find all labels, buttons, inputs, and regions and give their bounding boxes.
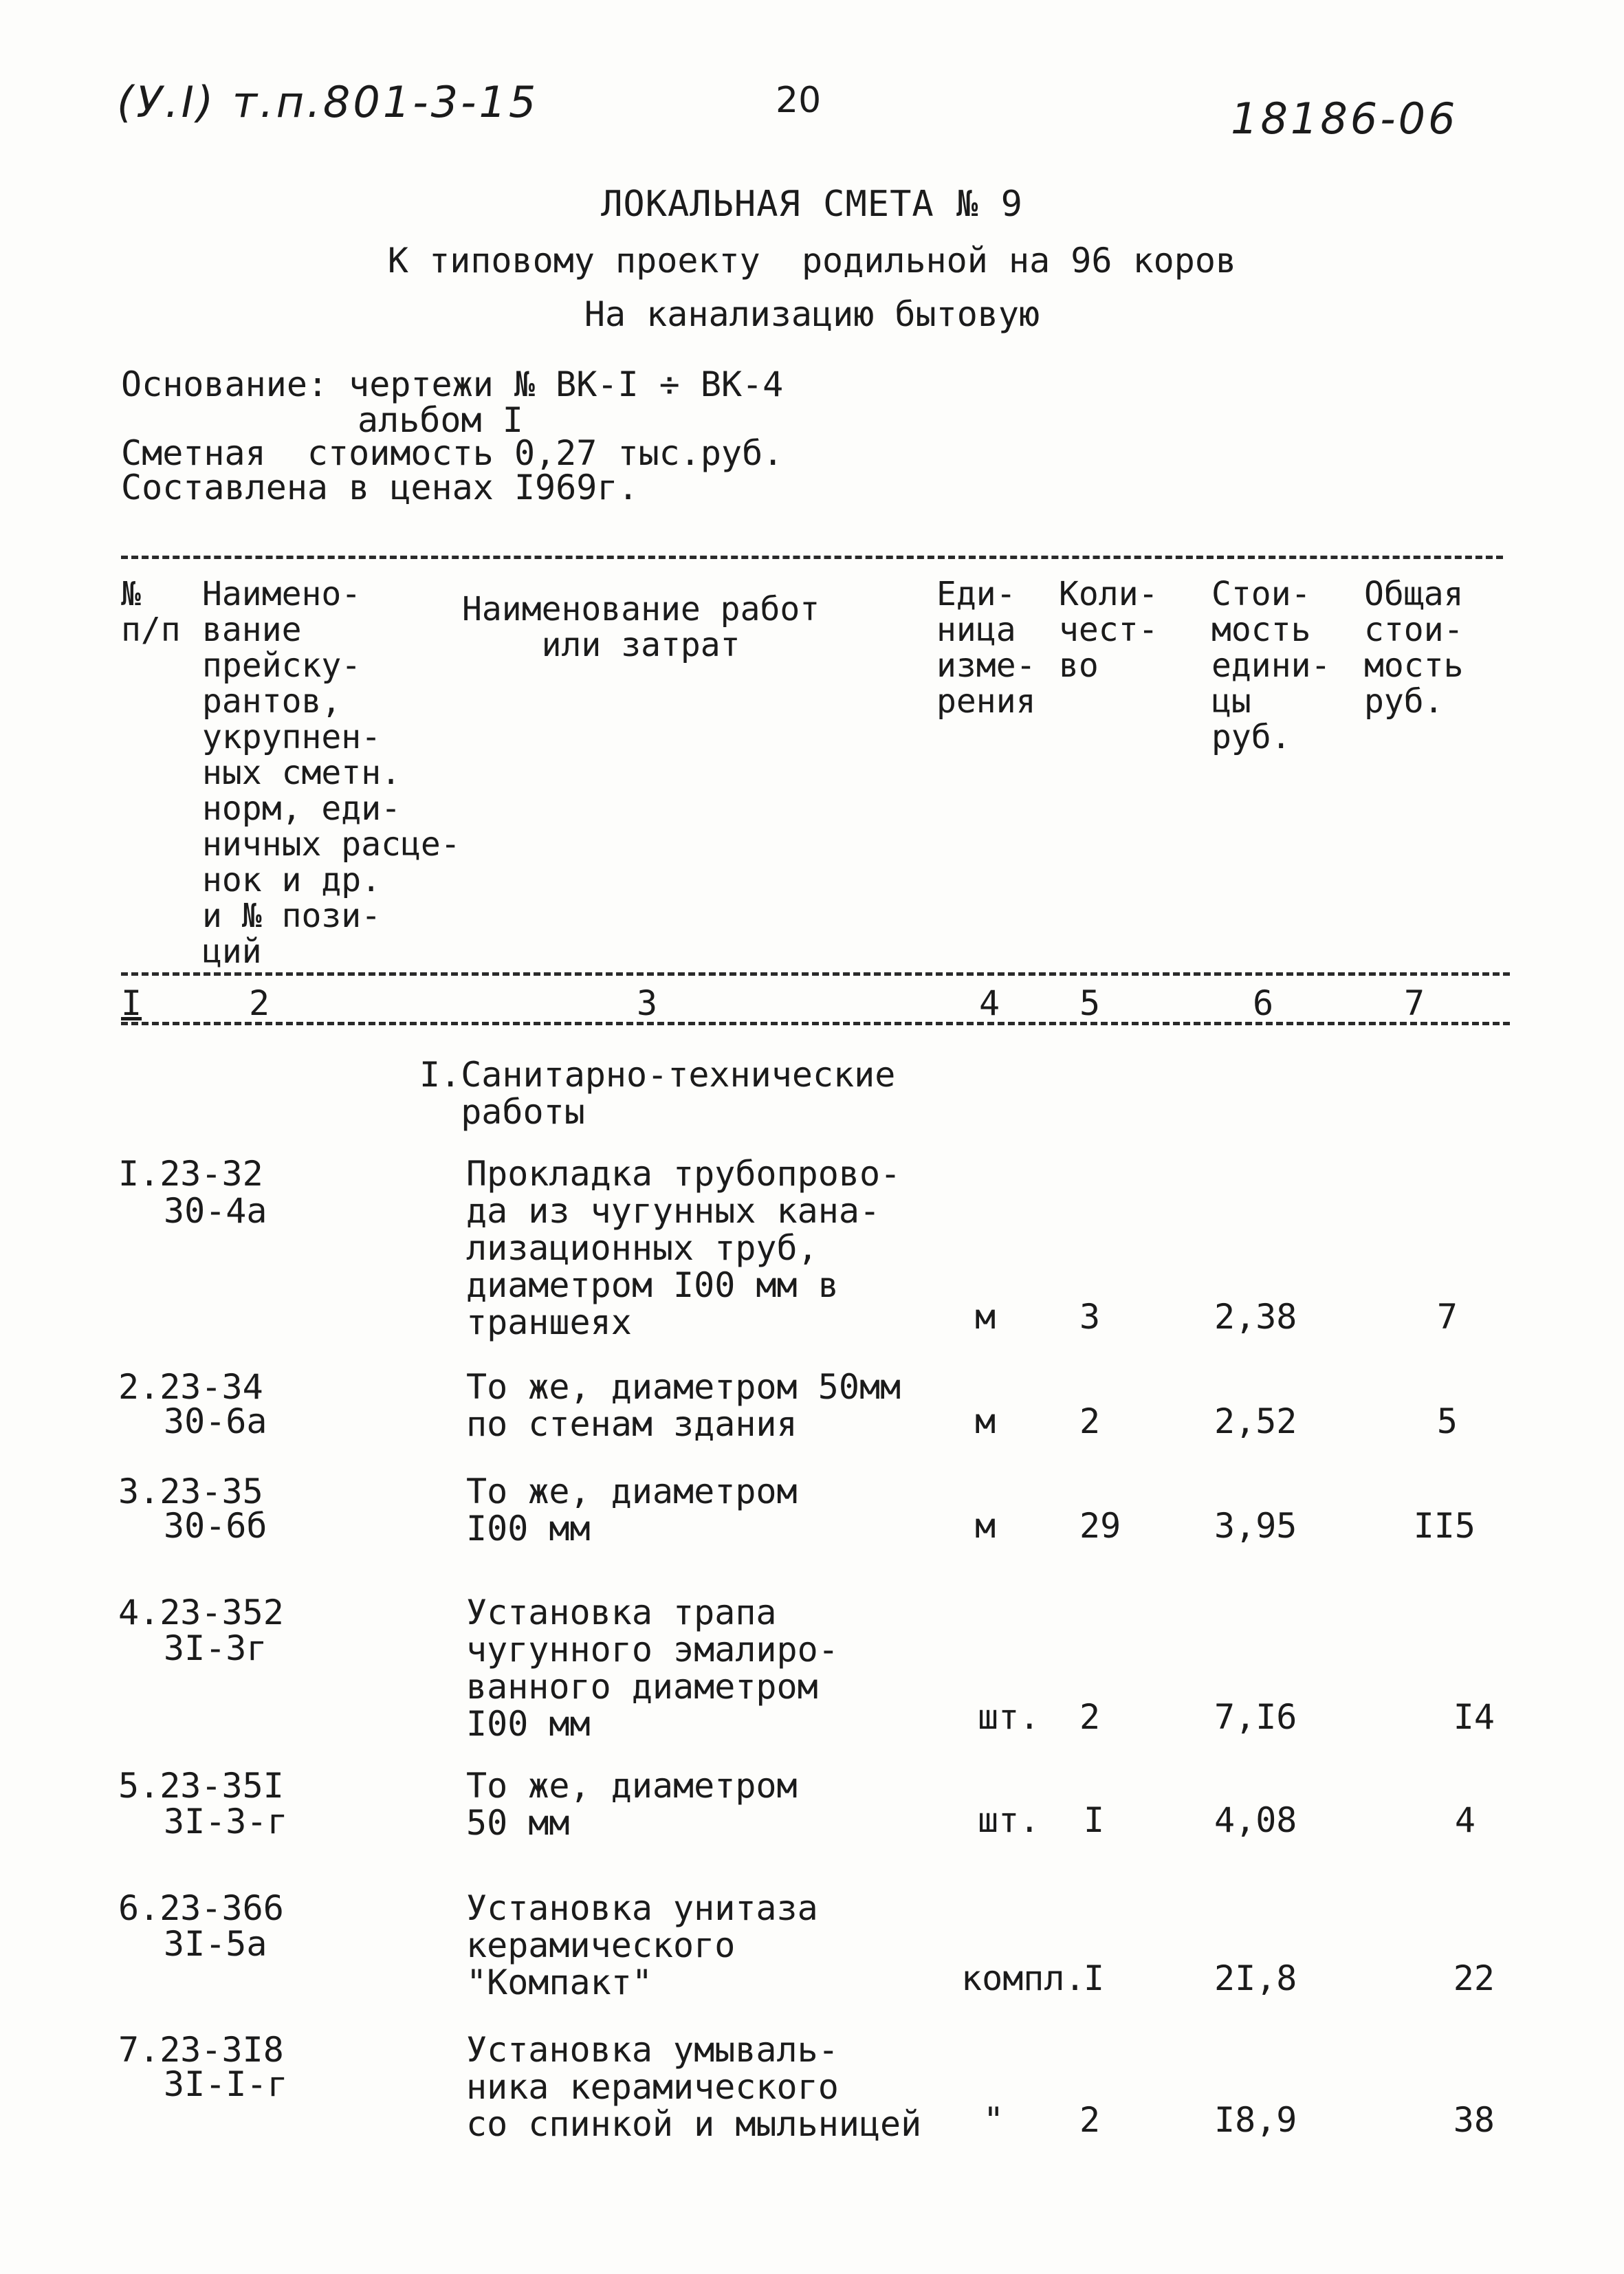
- row-1-unit-cost: 2,38: [1214, 1297, 1297, 1337]
- row-2-number: 2.23-34: [118, 1367, 263, 1407]
- row-6-unit: компл.: [961, 1958, 1086, 1998]
- row-6-quantity: I: [1084, 1958, 1105, 1998]
- col-number-4: 4: [979, 983, 1000, 1023]
- row-6-total: 22: [1453, 1958, 1495, 1998]
- row-2-unit: м: [975, 1401, 996, 1441]
- row-5-name: То же, диаметром 50 мм: [466, 1766, 798, 1843]
- row-1-code: 30-4а: [164, 1191, 267, 1231]
- row-1-unit: м: [975, 1297, 996, 1337]
- page-number: 20: [776, 80, 822, 121]
- row-2-code: 30-6а: [164, 1401, 267, 1441]
- header-col-quantity: Коли- чест- во: [1059, 575, 1159, 685]
- estimate-title: ЛОКАЛЬНАЯ СМЕТА № 9: [601, 184, 1023, 225]
- row-5-code: 3I-3-г: [164, 1802, 288, 1841]
- estimate-subtitle: К типовому проекту родильной на 96 коров: [387, 241, 1237, 281]
- row-2-name: То же, диаметром 50мм по стенам здания: [466, 1367, 901, 1444]
- header-col-unit-cost: Стои- мость едини- цы руб.: [1211, 575, 1331, 756]
- row-4-unit-cost: 7,I6: [1214, 1697, 1297, 1737]
- row-3-quantity: 29: [1079, 1506, 1121, 1546]
- row-3-unit: м: [975, 1506, 996, 1546]
- basis-drawings: Основание: чертежи № ВК-I ÷ ВК-4: [121, 364, 784, 404]
- col-number-6: 6: [1253, 983, 1274, 1023]
- row-6-unit-cost: 2I,8: [1214, 1958, 1297, 1998]
- row-7-quantity: 2: [1079, 2100, 1101, 2140]
- archive-number: 18186-06: [1231, 94, 1458, 144]
- row-3-number: 3.23-35: [118, 1472, 263, 1511]
- row-7-code: 3I-I-г: [164, 2064, 288, 2104]
- row-5-total: 4: [1454, 1800, 1475, 1840]
- row-1-total: 7: [1436, 1297, 1458, 1337]
- row-7-number: 7.23-3I8: [118, 2030, 284, 2070]
- header-col-total-cost: Общая стои- мость руб.: [1364, 575, 1464, 721]
- section-title: I.Санитарно-технические работы: [419, 1055, 896, 1132]
- row-5-quantity: I: [1084, 1800, 1105, 1840]
- col-number-1: I: [121, 983, 142, 1023]
- row-4-name: Установка трапа чугунного эмалиро- ванного диаметром I00 мм: [466, 1593, 839, 1744]
- table-top-rule: [121, 556, 1503, 559]
- col-number-5: 5: [1079, 983, 1101, 1023]
- row-3-code: 30-6б: [164, 1506, 267, 1546]
- row-4-code: 3I-3г: [164, 1628, 267, 1668]
- row-4-quantity: 2: [1079, 1697, 1101, 1737]
- row-2-unit-cost: 2,52: [1214, 1401, 1297, 1441]
- row-6-code: 3I-5а: [164, 1924, 267, 1964]
- row-7-unit-cost: I8,9: [1214, 2100, 1297, 2140]
- header-col-pricelist: Наимено- вание прейску- рантов, укрупнен- ных сметн. норм, еди- ничных расце- нок и др. и № пози- ций: [202, 575, 461, 971]
- row-1-name: Прокладка трубопрово- да из чугунных кана- лизационных труб, диаметром I00 мм в траншеях: [466, 1154, 901, 1342]
- estimated-cost: Сметная стоимость 0,27 тыс.руб.: [121, 433, 784, 473]
- document-code: (У.I) т.п.801-3-15: [117, 77, 539, 127]
- row-6-number: 6.23-366: [118, 1888, 284, 1928]
- row-7-total: 38: [1453, 2100, 1495, 2140]
- row-3-name: То же, диаметром I00 мм: [466, 1472, 798, 1549]
- row-1-number: I.23-32: [118, 1154, 263, 1194]
- row-7-name: Установка умываль- ника керамического со спинкой и мыльницей: [466, 2030, 922, 2144]
- header-bottom-rule: [121, 972, 1510, 976]
- row-3-unit-cost: 3,95: [1214, 1506, 1297, 1546]
- column-numbers-rule: [121, 1022, 1510, 1025]
- row-4-number: 4.23-352: [118, 1593, 284, 1632]
- header-col-unit: Еди- ница изме- рения: [936, 575, 1036, 721]
- col-number-3: 3: [637, 983, 658, 1023]
- col-number-7: 7: [1404, 983, 1425, 1023]
- basis-album: альбом I: [358, 400, 523, 440]
- price-basis: Составлена в ценах I969г.: [121, 468, 639, 507]
- col-number-2: 2: [249, 983, 270, 1023]
- row-7-unit: ": [983, 2100, 1005, 2140]
- row-2-quantity: 2: [1079, 1401, 1101, 1441]
- header-col-work-name: Наименование работ или затрат: [462, 590, 820, 664]
- estimate-subject: На канализацию бытовую: [584, 294, 1040, 334]
- row-6-name: Установка унитаза керамического "Компакт": [466, 1888, 818, 2002]
- row-1-quantity: 3: [1079, 1297, 1101, 1337]
- header-col-number: № п/п: [121, 575, 181, 649]
- row-5-unit: шт.: [978, 1800, 1040, 1840]
- row-2-total: 5: [1436, 1401, 1458, 1441]
- row-5-number: 5.23-35I: [118, 1766, 284, 1806]
- row-4-unit: шт.: [978, 1697, 1040, 1737]
- row-5-unit-cost: 4,08: [1214, 1800, 1297, 1840]
- row-4-total: I4: [1453, 1697, 1495, 1737]
- row-3-total: II5: [1413, 1506, 1475, 1546]
